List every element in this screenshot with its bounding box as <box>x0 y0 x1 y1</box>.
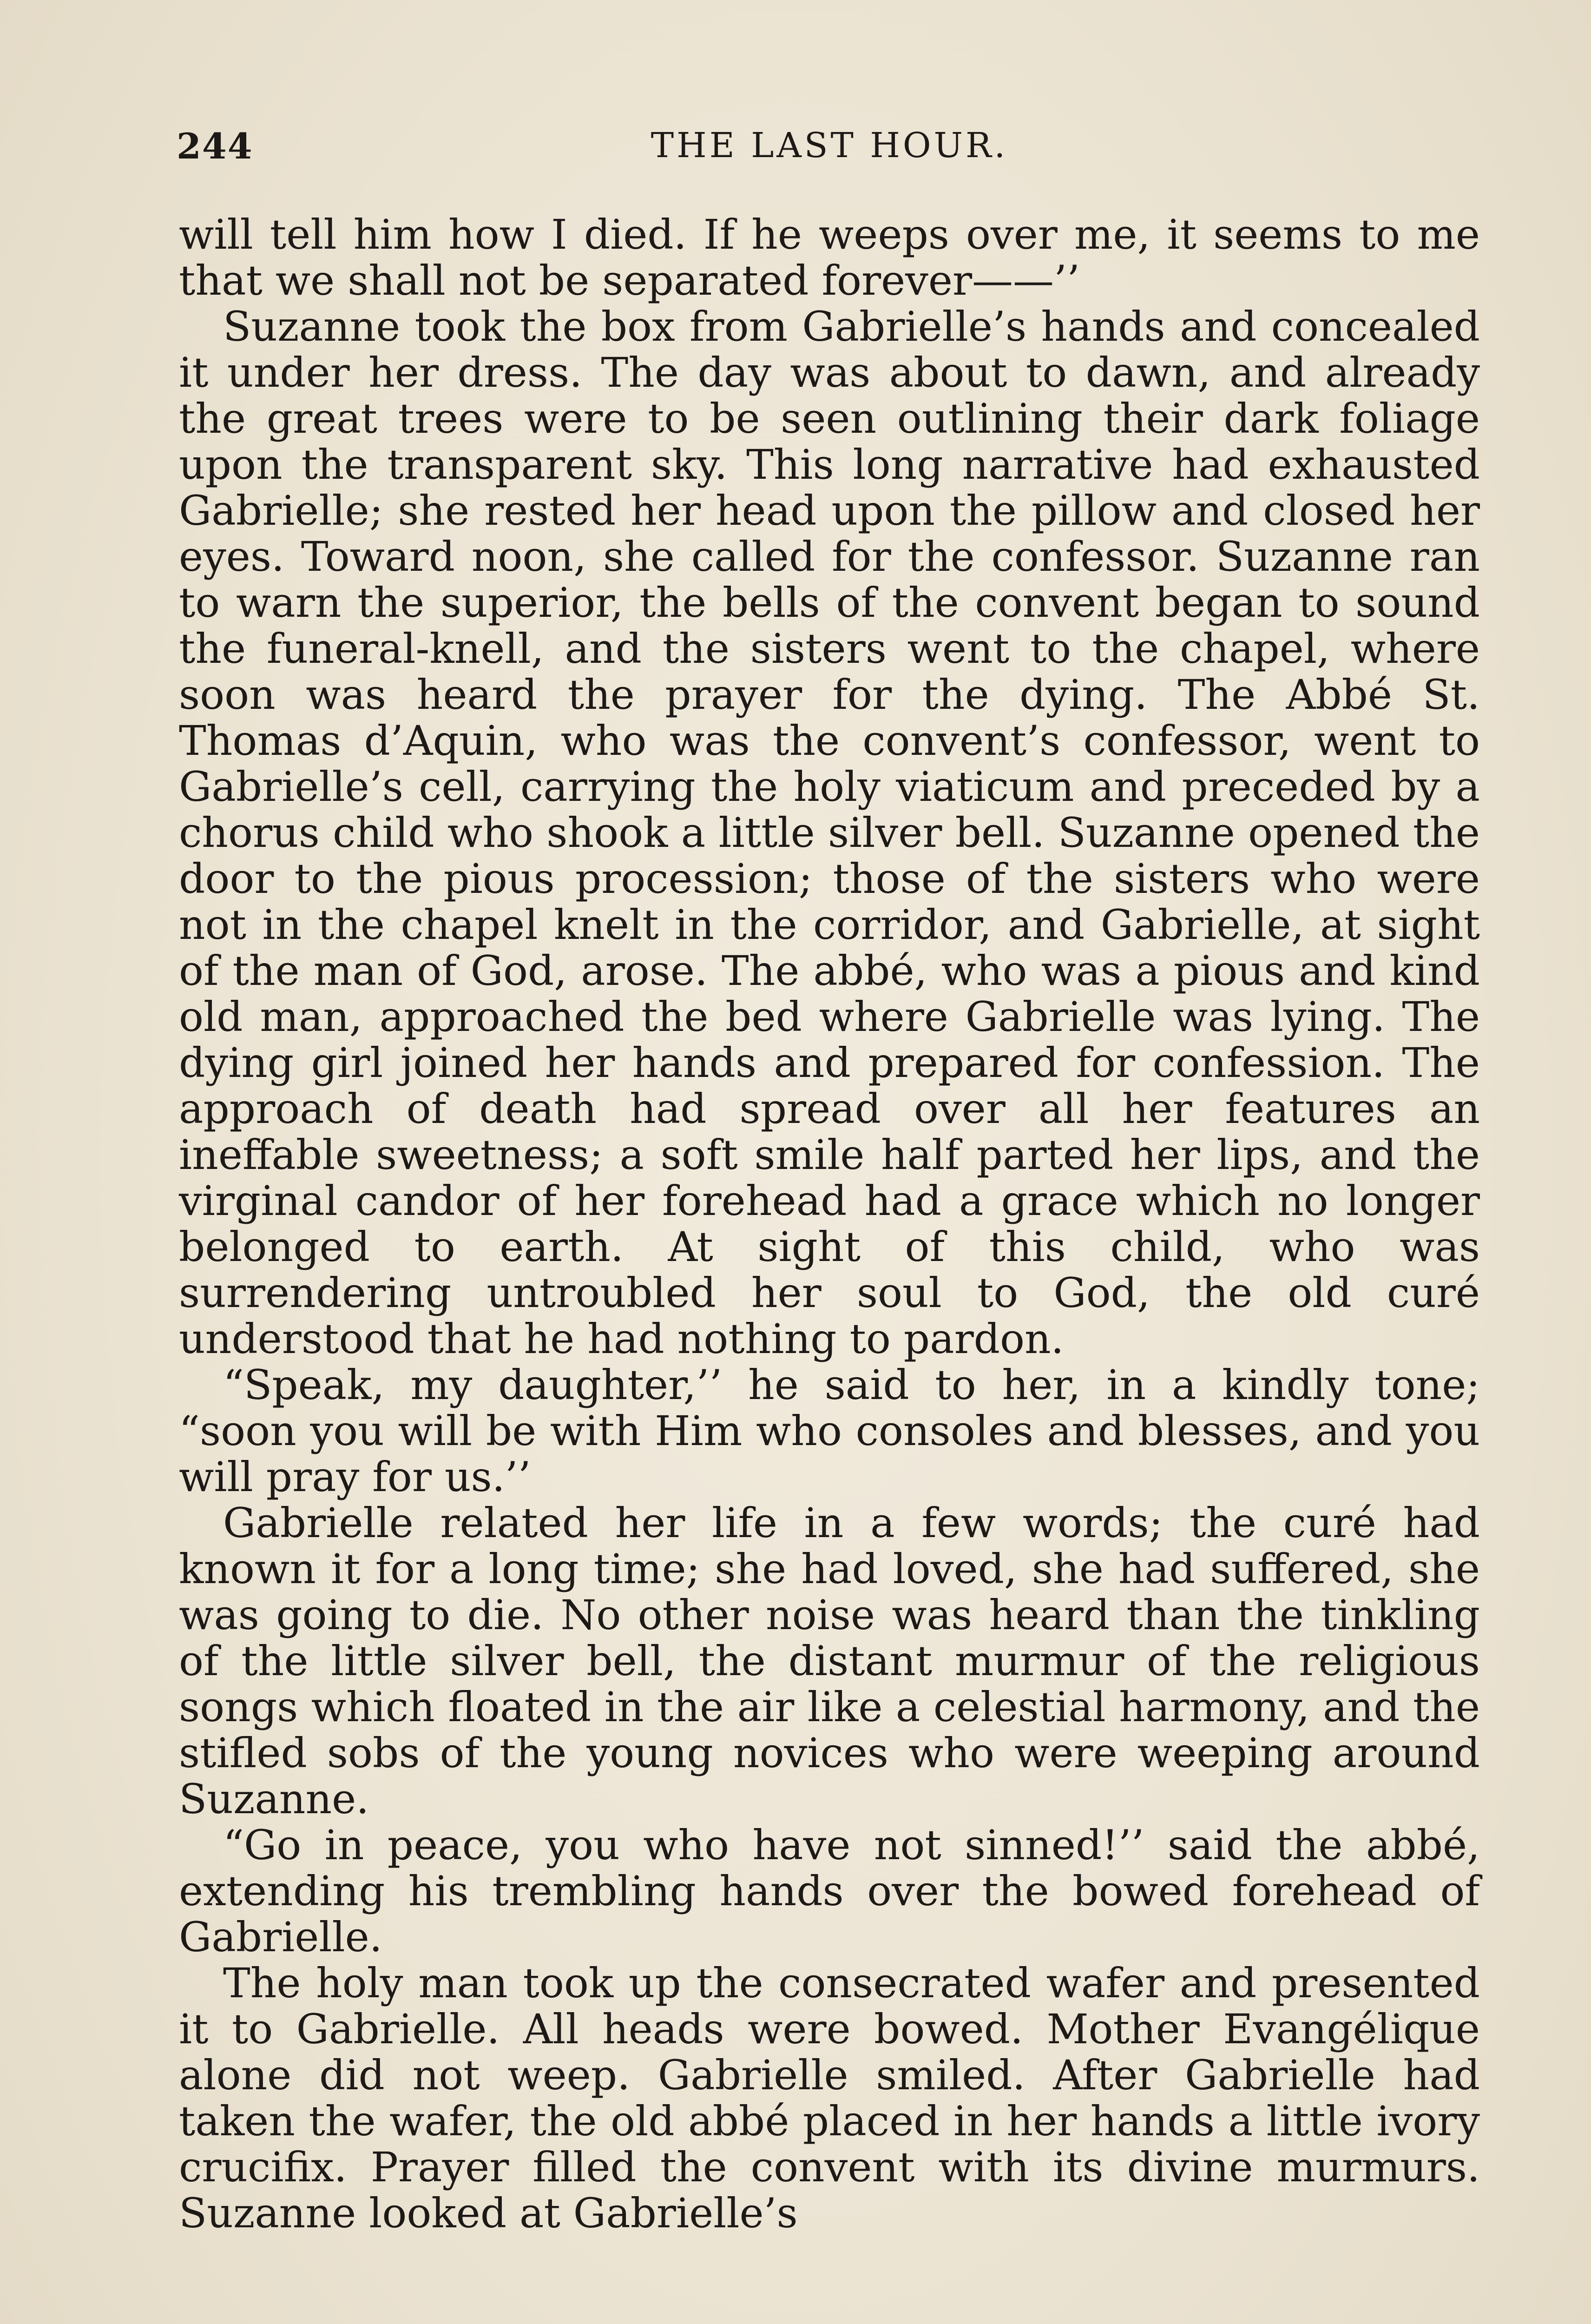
paragraph: Gabrielle related her life in a few words; the curé had known it for a long time; she had loved, she had suffered, she was going to die. No other noise was heard than the tinkling of the little silver bell, the distant murmur of the religious songs which floated in the air like a celestial harmony, and the stifled sobs of the young novices who were weeping around Suzanne. <box>179 1499 1480 1823</box>
page-header <box>177 125 1482 186</box>
paragraph: will tell him how I died. If he weeps over me, it seems to me that we shall not be separated forever——’’ <box>179 211 1480 304</box>
paragraph: “Go in peace, you who have not sinned!’’ said the abbé, extending his trembling hands over the bowed forehead of Gabrielle. <box>179 1821 1480 1961</box>
paragraph: The holy man took up the consecrated wafer and presented it to Gabrielle. All heads were bowed. Mother Evangélique alone did not weep. Gabrielle smiled. After Gabrielle had taken the wafer, the old abbé placed in her hands a little ivory crucifix. Prayer filled the convent with its divine murmurs. Suzanne looked at Gabrielle’s <box>179 1959 1480 2237</box>
paragraph: “Speak, my daughter,’’ he said to her, in a kindly tone; “soon you will be with Him who consoles and blesses, and you will pray for us.’’ <box>179 1361 1480 1501</box>
page-number: 244 <box>177 125 253 167</box>
paragraph: Suzanne took the box from Gabrielle’s hands and concealed it under her dress. The day was about to dawn, and already the great trees were to be seen outlining their dark foliage upon the transparent sky. This long narrative had exhausted Gabrielle; she rested her head upon the pillow and closed her eyes. Toward noon, she called for the confessor. Suzanne ran to warn the superior, the bells of the convent began to sound the funeral-knell, and the sisters went to the chapel, where soon was heard the prayer for the dying. The Abbé St. Thomas d’Aquin, who was the convent’s confessor, went to Gabrielle’s cell, carrying the holy viaticum and preceded by a chorus child who shook a little silver bell. Suzanne opened the door to the pious procession; those of the sisters who were not in the chapel knelt in the corridor, and Gabrielle, at sight of the man of God, arose. The abbé, who was a pious and kind old man, approached the bed where Gabrielle was lying. The dying girl joined her hands and prepared for confession. The approach of death had spread over all her features an ineffable sweetness; a soft smile half parted her lips, and the virginal candor of her forehead had a grace which no longer belonged to earth. At sight of this child, who was surrendering untroubled her soul to God, the old curé understood that he had nothing to pardon. <box>179 303 1480 1363</box>
body-text <box>179 211 1480 2236</box>
running-head: THE LAST HOUR. <box>651 125 1008 165</box>
